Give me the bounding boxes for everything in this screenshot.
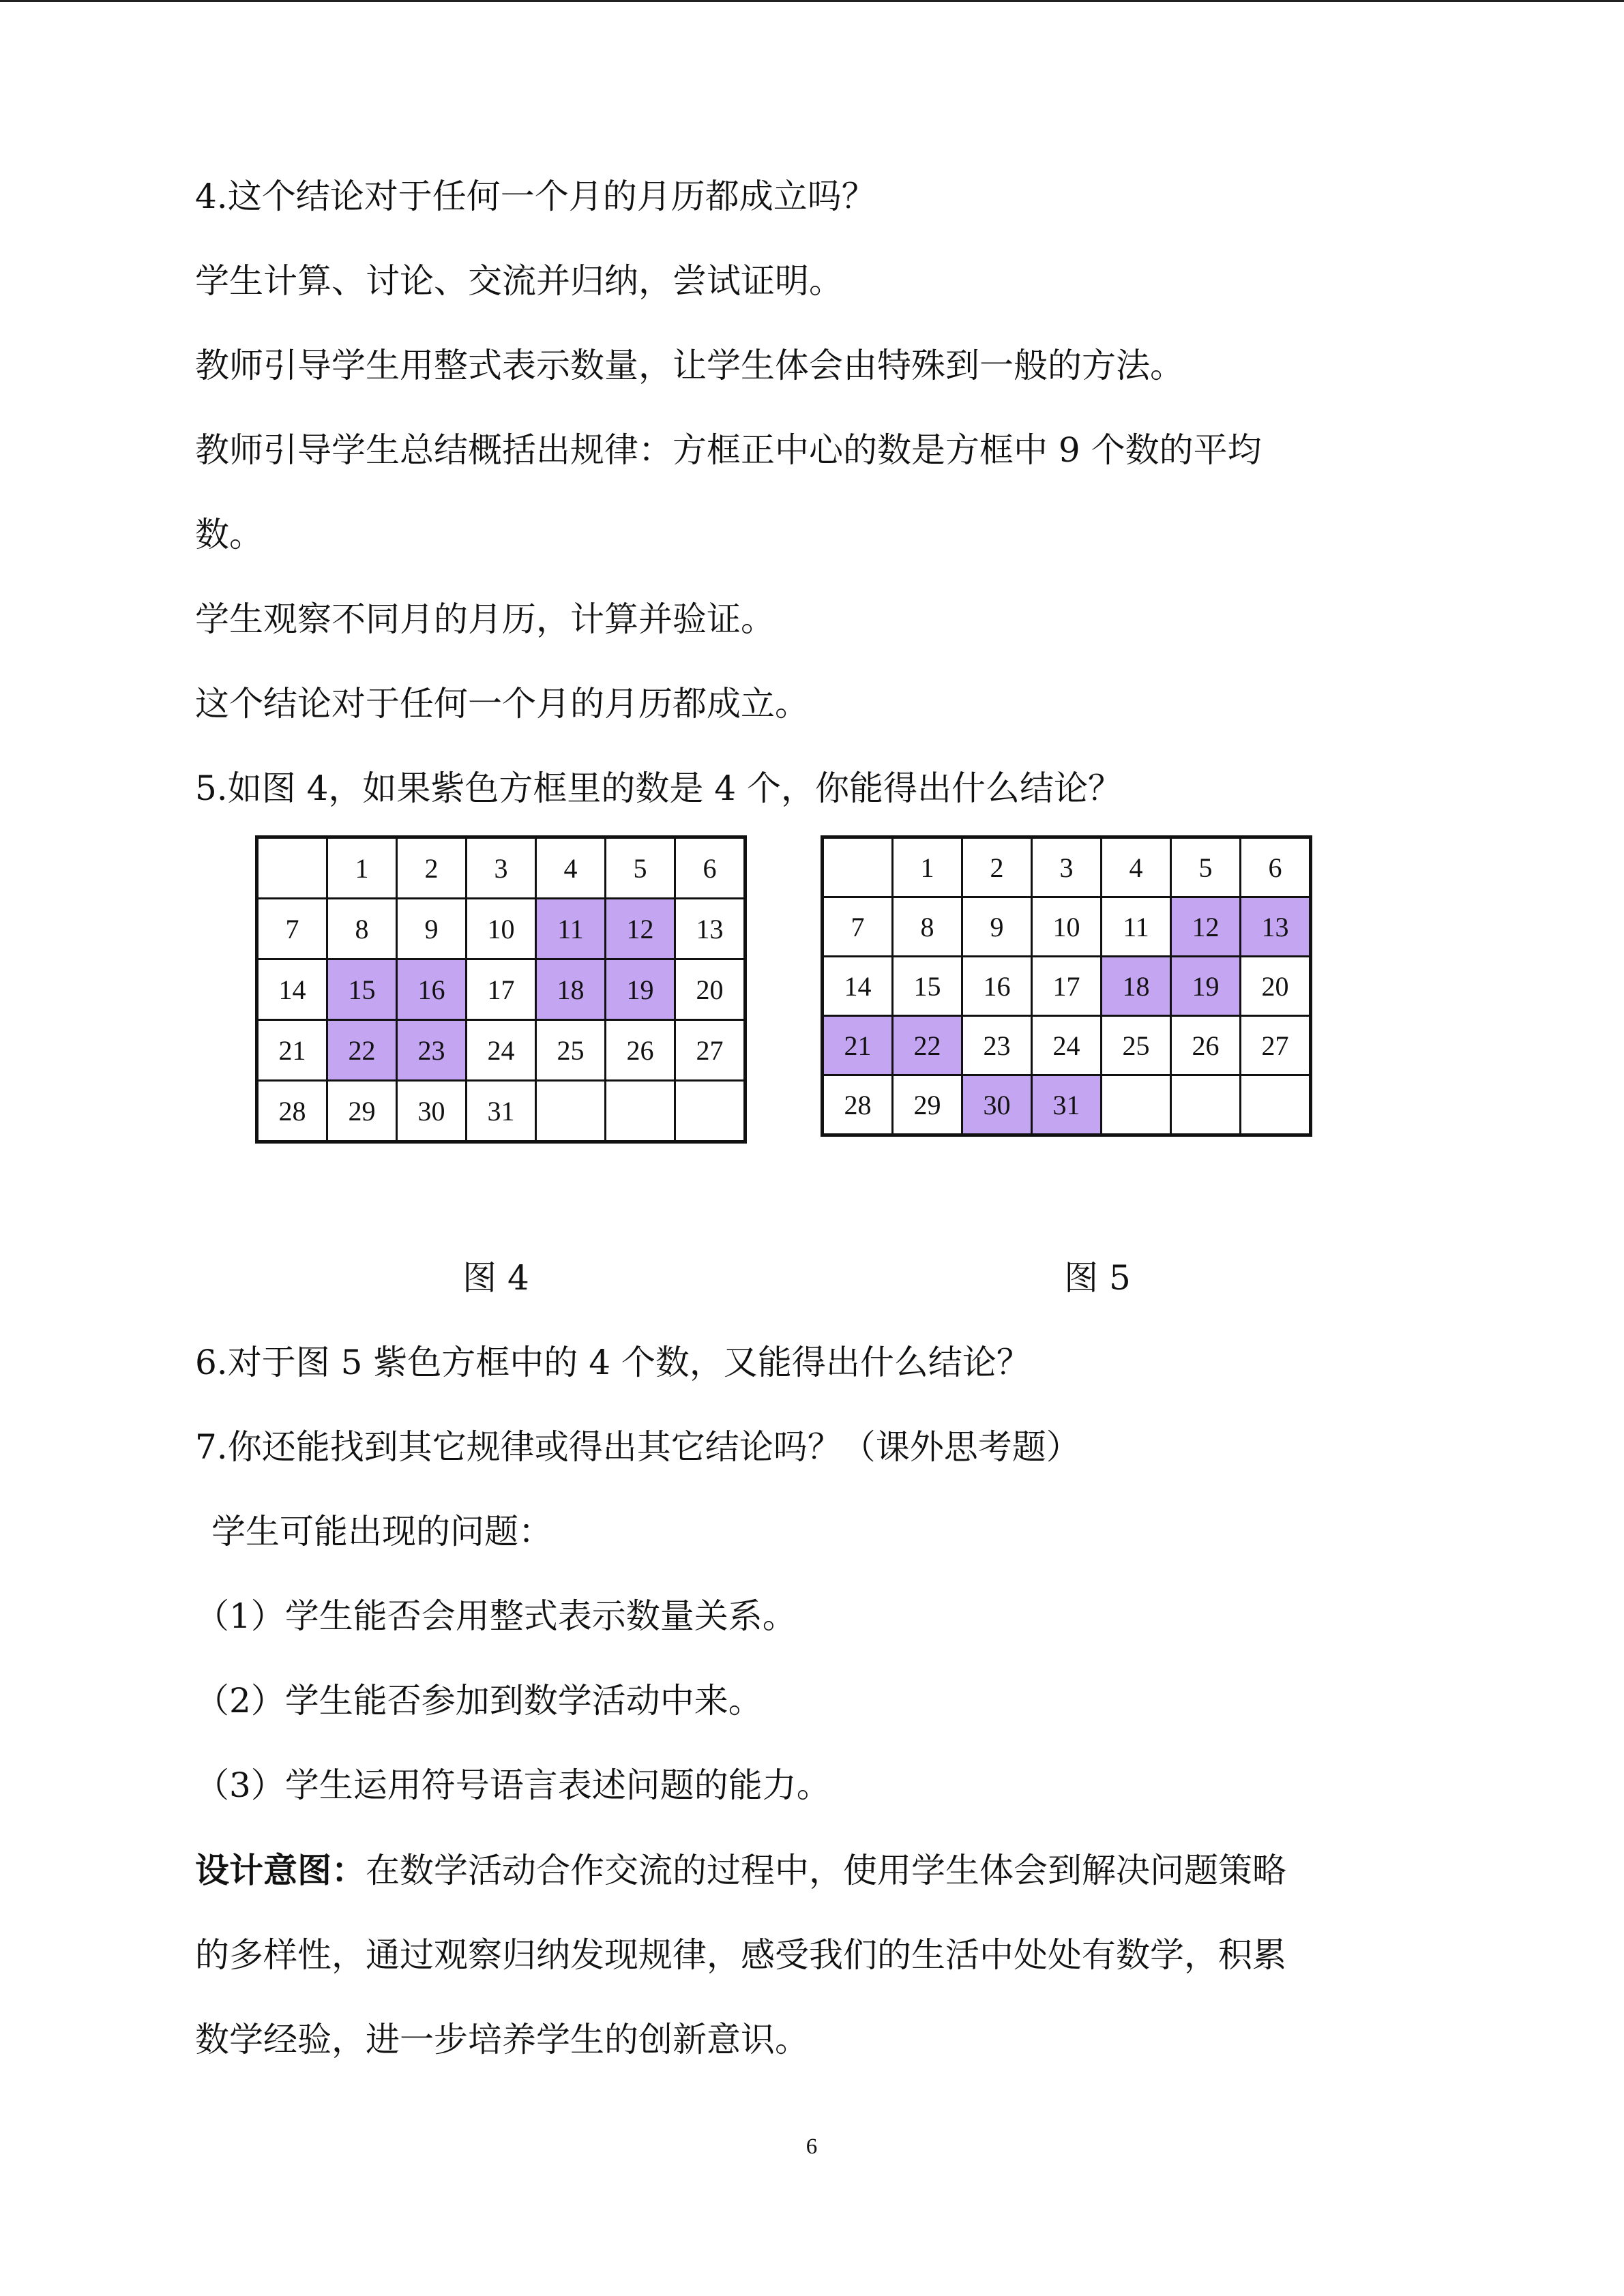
- calendar-day-1: 1: [327, 837, 397, 899]
- calendar-day-3: 3: [467, 837, 536, 899]
- calendar-day-2: 2: [962, 837, 1032, 897]
- calendar-day-15: 15: [893, 957, 962, 1016]
- problem-item-2: （2）学生能否参加到数学活动中来。: [195, 1681, 763, 1720]
- calendar-day-10: 10: [467, 899, 536, 959]
- page-top-border: [0, 0, 1624, 2]
- calendar-row: [257, 1081, 745, 1142]
- figure-5-caption: 图 5: [1064, 1258, 1131, 1298]
- calendar-day-31: 31: [467, 1081, 536, 1142]
- calendar-day-3: 3: [1032, 837, 1102, 897]
- design-intent-line-3: 数学经验，进一步培养学生的创新意识。: [195, 2020, 809, 2059]
- calendar-day-20: 20: [675, 959, 745, 1020]
- calendar-day-15: 15: [327, 959, 397, 1020]
- calendar-day-17: 17: [1032, 957, 1102, 1016]
- calendar-day-14: 14: [823, 957, 893, 1016]
- calendar-day-30: 30: [962, 1075, 1032, 1135]
- calendar-row: [823, 837, 1311, 897]
- calendar-day-13: 13: [1241, 897, 1311, 957]
- calendar-figure-4: [255, 835, 747, 1144]
- question-4: 4.这个结论对于任何一个月的月历都成立吗？: [195, 177, 876, 216]
- calendar-row: [257, 837, 745, 899]
- paragraph-conclusion: 这个结论对于任何一个月的月历都成立。: [195, 684, 809, 724]
- calendar-day-16: 16: [397, 959, 467, 1020]
- paragraph-student-proof: 学生计算、讨论、交流并归纳，尝试证明。: [195, 261, 843, 301]
- calendar-day-27: 27: [1241, 1016, 1311, 1075]
- calendar-day-22: 22: [327, 1020, 397, 1081]
- calendar-day-23: 23: [962, 1016, 1032, 1075]
- paragraph-student-verify: 学生观察不同月的月历，计算并验证。: [195, 599, 775, 639]
- calendar-empty-cell: [257, 837, 327, 899]
- paragraph-summary-end: 数。: [195, 515, 263, 554]
- calendar-day-7: 7: [257, 899, 327, 959]
- calendar-day-8: 8: [893, 897, 962, 957]
- calendar-day-19: 19: [1171, 957, 1241, 1016]
- page-number: 6: [806, 2134, 818, 2159]
- problem-item-3: （3）学生运用符号语言表述问题的能力。: [195, 1765, 831, 1805]
- question-7: 7.你还能找到其它规律或得出其它结论吗？（课外思考题）: [195, 1427, 1080, 1467]
- calendar-empty-cell: [536, 1081, 606, 1142]
- calendar-day-1: 1: [893, 837, 962, 897]
- calendar-day-17: 17: [467, 959, 536, 1020]
- calendar-day-7: 7: [823, 897, 893, 957]
- design-intent-label: 设计意图：: [195, 1850, 366, 1890]
- question-5: 5.如图 4，如果紫色方框里的数是 4 个，你能得出什么结论？: [195, 769, 1123, 808]
- calendar-day-29: 29: [327, 1081, 397, 1142]
- calendar-day-23: 23: [397, 1020, 467, 1081]
- calendar-day-29: 29: [893, 1075, 962, 1135]
- calendar-day-22: 22: [893, 1016, 962, 1075]
- calendar-day-30: 30: [397, 1081, 467, 1142]
- calendar-empty-cell: [1241, 1075, 1311, 1135]
- problem-item-1: （1）学生能否会用整式表示数量关系。: [195, 1596, 797, 1636]
- calendar-day-8: 8: [327, 899, 397, 959]
- calendar-day-12: 12: [606, 899, 675, 959]
- calendar-row: [823, 897, 1311, 957]
- calendar-day-21: 21: [823, 1016, 893, 1075]
- calendar-day-31: 31: [1032, 1075, 1102, 1135]
- possible-problems-heading: 学生可能出现的问题：: [211, 1512, 552, 1551]
- calendar-day-9: 9: [397, 899, 467, 959]
- calendar-day-25: 25: [1102, 1016, 1171, 1075]
- calendar-day-24: 24: [1032, 1016, 1102, 1075]
- paragraph-teacher-summary: 教师引导学生总结概括出规律：方框正中心的数是方框中 9 个数的平均: [195, 430, 1262, 470]
- calendar-row: [257, 1020, 745, 1081]
- calendar-day-28: 28: [257, 1081, 327, 1142]
- calendar-empty-cell: [675, 1081, 745, 1142]
- calendar-day-16: 16: [962, 957, 1032, 1016]
- calendar-empty-cell: [823, 837, 893, 897]
- design-intent-line-2: 的多样性，通过观察归纳发现规律，感受我们的生活中处处有数学，积累: [195, 1935, 1286, 1975]
- calendar-day-13: 13: [675, 899, 745, 959]
- figure-4-caption: 图 4: [462, 1258, 529, 1298]
- design-intent-line-1: [195, 1850, 1286, 1891]
- calendar-day-21: 21: [257, 1020, 327, 1081]
- calendar-day-26: 26: [606, 1020, 675, 1081]
- calendar-empty-cell: [1171, 1075, 1241, 1135]
- calendar-day-12: 12: [1171, 897, 1241, 957]
- calendar-row: [257, 959, 745, 1020]
- calendar-day-6: 6: [675, 837, 745, 899]
- calendar-figure-5: [821, 835, 1312, 1137]
- calendar-day-5: 5: [606, 837, 675, 899]
- calendar-day-11: 11: [536, 899, 606, 959]
- calendar-day-26: 26: [1171, 1016, 1241, 1075]
- calendar-row: [823, 1075, 1311, 1135]
- calendar-day-24: 24: [467, 1020, 536, 1081]
- calendar-day-10: 10: [1032, 897, 1102, 957]
- calendar-row: [823, 957, 1311, 1016]
- calendar-day-2: 2: [397, 837, 467, 899]
- calendar-day-25: 25: [536, 1020, 606, 1081]
- calendar-row: [823, 1016, 1311, 1075]
- calendar-day-11: 11: [1102, 897, 1171, 957]
- calendar-empty-cell: [606, 1081, 675, 1142]
- calendar-row: [257, 899, 745, 959]
- calendar-day-20: 20: [1241, 957, 1311, 1016]
- calendar-day-14: 14: [257, 959, 327, 1020]
- calendar-day-9: 9: [962, 897, 1032, 957]
- calendar-day-6: 6: [1241, 837, 1311, 897]
- paragraph-teacher-expression: 教师引导学生用整式表示数量，让学生体会由特殊到一般的方法。: [195, 346, 1184, 385]
- calendar-day-28: 28: [823, 1075, 893, 1135]
- question-6: 6.对于图 5 紫色方框中的 4 个数，又能得出什么结论？: [195, 1343, 1031, 1382]
- calendar-day-4: 4: [536, 837, 606, 899]
- calendar-day-4: 4: [1102, 837, 1171, 897]
- calendar-day-19: 19: [606, 959, 675, 1020]
- calendar-day-5: 5: [1171, 837, 1241, 897]
- calendar-empty-cell: [1102, 1075, 1171, 1135]
- design-intent-text-1: 在数学活动合作交流的过程中，使用学生体会到解决问题策略: [366, 1851, 1286, 1890]
- calendar-day-18: 18: [536, 959, 606, 1020]
- calendar-day-18: 18: [1102, 957, 1171, 1016]
- calendar-day-27: 27: [675, 1020, 745, 1081]
